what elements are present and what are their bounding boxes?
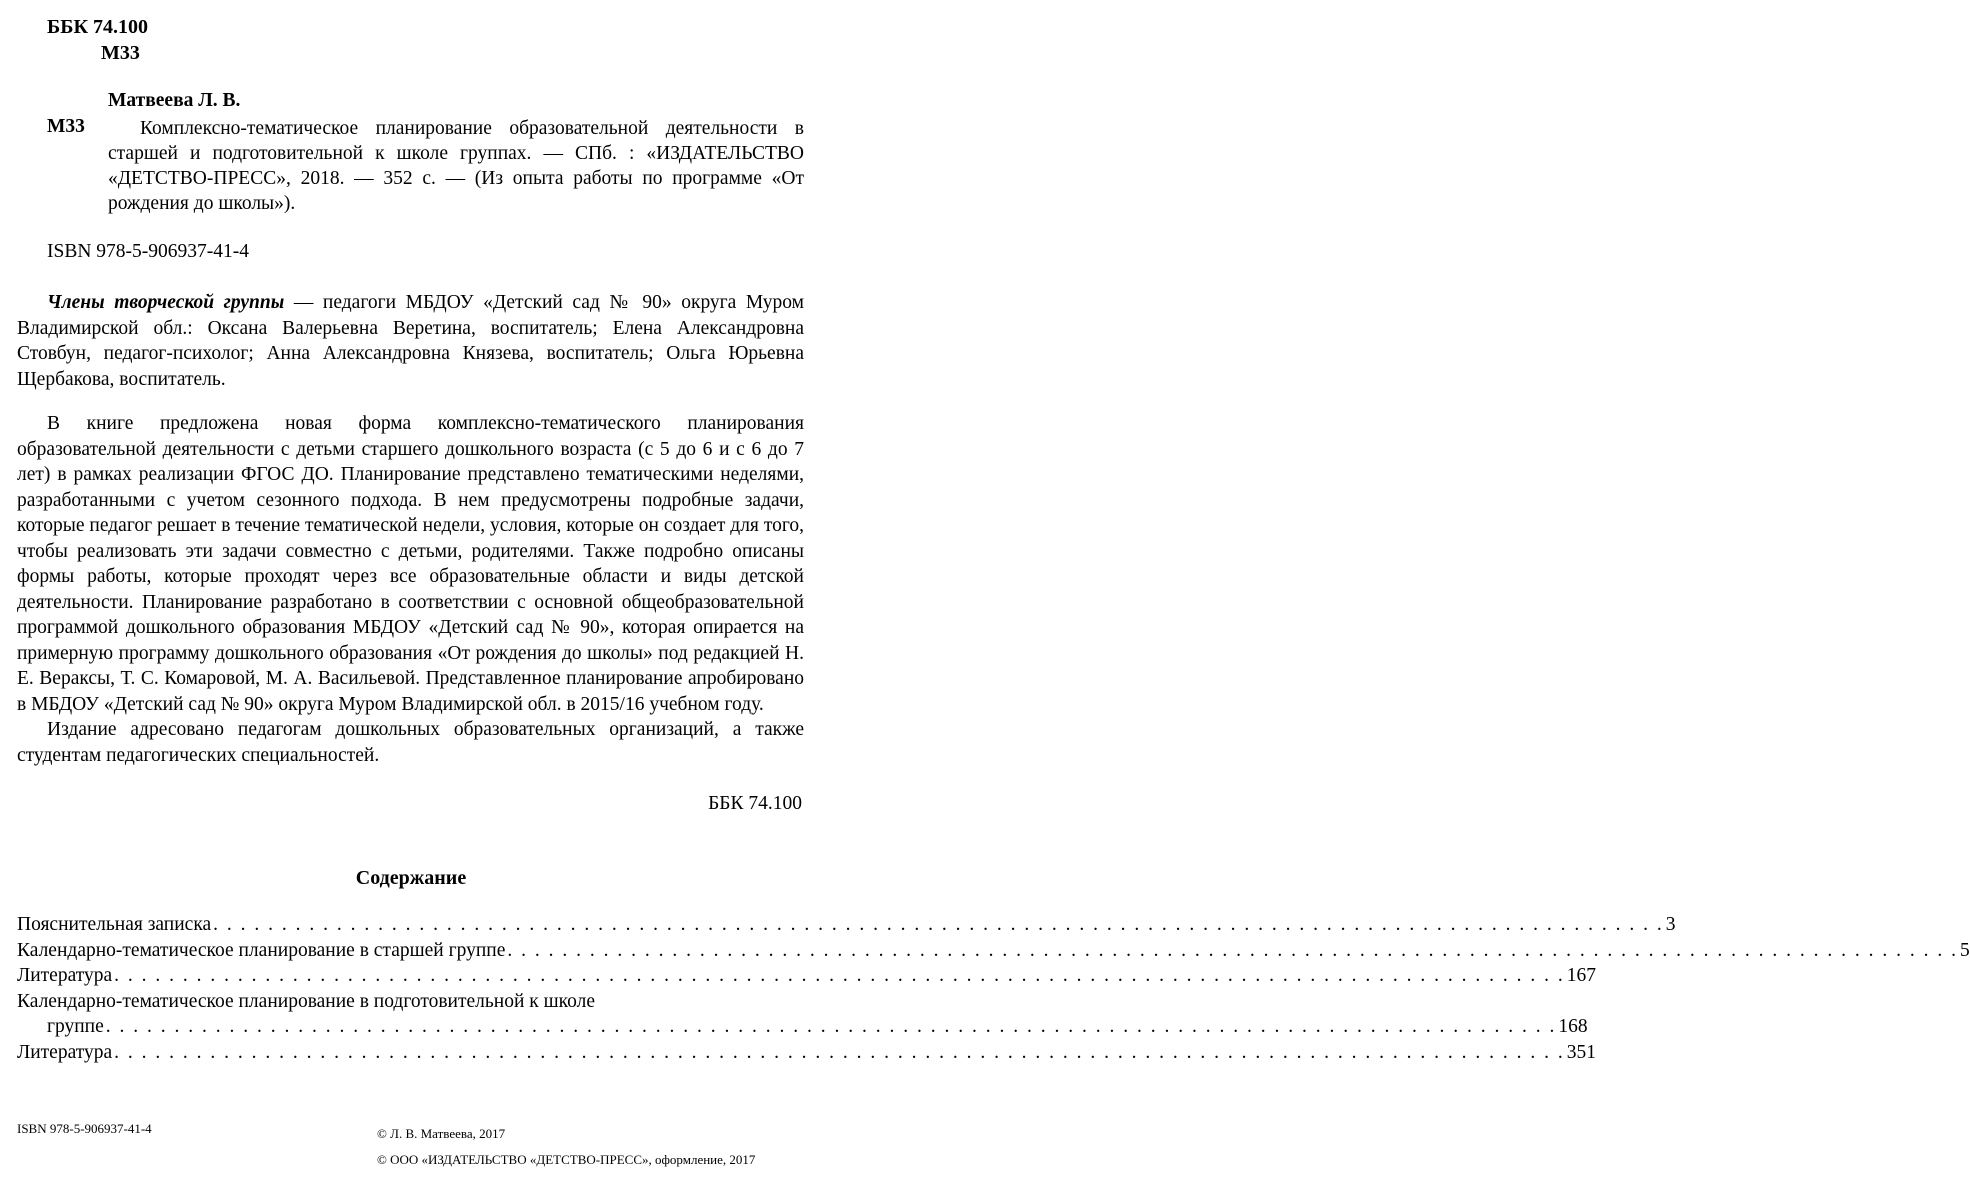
toc-entry-page: 351 — [1566, 1041, 1597, 1063]
annotation-paragraph: Издание адресовано педагогам дошкольных образовательных организаций, а также студентам педагогических специальностей. — [17, 719, 804, 766]
toc-leader-dots: . . . . . . . . . . . . . . . . . . . . . . . . . . . . . . . . . . . . . . . . . . . . . . . . . . . . . . . . . . . . . . . . . . . . . . . . . . . . . . . . . . . . . . . . . . . . . . . . . . . . . . . . . . — [105, 1016, 1557, 1037]
bbk-code: ББК 74.100 — [47, 16, 148, 38]
toc-entry-page: 168 — [1558, 1016, 1588, 1037]
bibliographic-description: Комплексно-тематическое планирование образовательной деятельности в старшей и подготовительной к школе группах. — СПб. : «ИЗДАТЕЛЬСТВО «ДЕТСТВО-ПРЕСС», 2018. — 352 с. — (Из опыта работы по программе «От рождения до школы»). — [108, 118, 804, 214]
footer-copyright — [377, 1121, 755, 1173]
creative-group-label: Члены творческой группы — [47, 292, 285, 313]
toc-leader-dots: . . . . . . . . . . . . . . . . . . . . . . . . . . . . . . . . . . . . . . . . . . . . . . . . . . . . . . . . . . . . . . . . . . . . . . . . . . . . . . . . . . . . . . . . . . . . . . . . . . . . . . . . . . — [114, 1041, 1565, 1063]
annotation — [17, 411, 804, 768]
isbn: ISBN 978-5-906937-41-4 — [47, 241, 250, 262]
copyright-publisher: © ООО «ИЗДАТЕЛЬСТВО «ДЕТСТВО-ПРЕСС», оформление, 2017 — [377, 1152, 756, 1167]
bbk-code-right: ББК 74.100 — [708, 793, 802, 814]
toc-leader-dots: . . . . . . . . . . . . . . . . . . . . . . . . . . . . . . . . . . . . . . . . . . . . . . . . . . . . . . . . . . . . . . . . . . . . . . . . . . . . . . . . . . . . . . . . . . . . . . . . . . . . . . . . . . — [114, 965, 1565, 986]
toc-entry-label: Литература — [17, 1041, 113, 1063]
toc-entry[interactable] — [17, 938, 1970, 964]
toc-entry-label: Календарно-тематическое планирование в старшей группе — [17, 939, 506, 961]
toc-entry-page: 167 — [1566, 965, 1597, 986]
table-of-contents — [17, 912, 1970, 1065]
toc-entry[interactable] — [17, 1040, 1597, 1066]
toc-leader-dots: . . . . . . . . . . . . . . . . . . . . . . . . . . . . . . . . . . . . . . . . . . . . . . . . . . . . . . . . . . . . . . . . . . . . . . . . . . . . . . . . . . . . . . . . . . . . . . . . . . . . . . . . . . — [507, 939, 1958, 961]
catalog-code: М33 — [47, 116, 85, 137]
toc-title: Содержание — [355, 867, 467, 889]
toc-entry-label-line1[interactable]: Календарно-тематическое планирование в подготовительной к школе — [17, 990, 596, 1012]
toc-entry[interactable] — [17, 1014, 1588, 1040]
annotation-paragraph: В книге предложена новая форма комплексно-тематического планирования образовательной деятельности с детьми старшего дошкольного возраста (с 5 до 6 и с 6 до 7 лет) в рамках реализации ФГОС ДО. Планирование представлено тематическими неделями, разработанными с учетом сезонного подхода. В нем предусмотрены подробные задачи, которые педагог решает в течение тематической недели, условия, которые он создает для того, чтобы реализовать эти задачи совместно с детьми, родителями. Также подробно описаны формы работы, которые проходят через все образовательные области и виды детской деятельности. Планирование разработано в соответствии с основной общеобразовательной программой дошкольного образования МБДОУ «Детский сад № 90», которая опирается на примерную программу дошкольного образования «От рождения до школы» под редакцией Н. Е. Вераксы, Т. С. Комаровой, М. А. Васильевой. Представленное планирование апробировано в МБДОУ «Детский сад № 90» округа Муром Владимирской обл. в 2015/16 учебном году. — [17, 413, 804, 715]
author-sign: М33 — [101, 42, 140, 64]
creative-group-text: — педагоги МБДОУ «Детский сад № 90» округа Муром Владимирской обл.: Оксана Валерьевна Веретина, воспитатель; Елена Александровна Стовбун, педагог-психолог; Анна Александровна Князева, воспитатель; Ольга Юрьевна Щербакова, воспитатель. — [17, 292, 805, 390]
bbk-header — [47, 14, 148, 66]
copyright-author: © Л. В. Матвеева, 2017 — [377, 1126, 506, 1141]
author-name: Матвеева Л. В. — [108, 90, 241, 111]
toc-entry[interactable] — [17, 912, 1676, 938]
toc-entry-page: 5 — [1959, 939, 1970, 961]
footer-isbn: ISBN 978-5-906937-41-4 — [17, 1121, 152, 1136]
creative-group-paragraph — [17, 290, 804, 392]
toc-entry-label: Литература — [17, 965, 113, 986]
toc-entry-page: 3 — [1665, 914, 1676, 935]
toc-entry-label: Пояснительная записка — [17, 914, 212, 935]
toc-entry[interactable] — [17, 963, 1597, 989]
toc-leader-dots: . . . . . . . . . . . . . . . . . . . . . . . . . . . . . . . . . . . . . . . . . . . . . . . . . . . . . . . . . . . . . . . . . . . . . . . . . . . . . . . . . . . . . . . . . . . . . . . . . . . . . . . . . . — [213, 914, 1664, 935]
toc-entry-label: группе — [47, 1016, 104, 1037]
